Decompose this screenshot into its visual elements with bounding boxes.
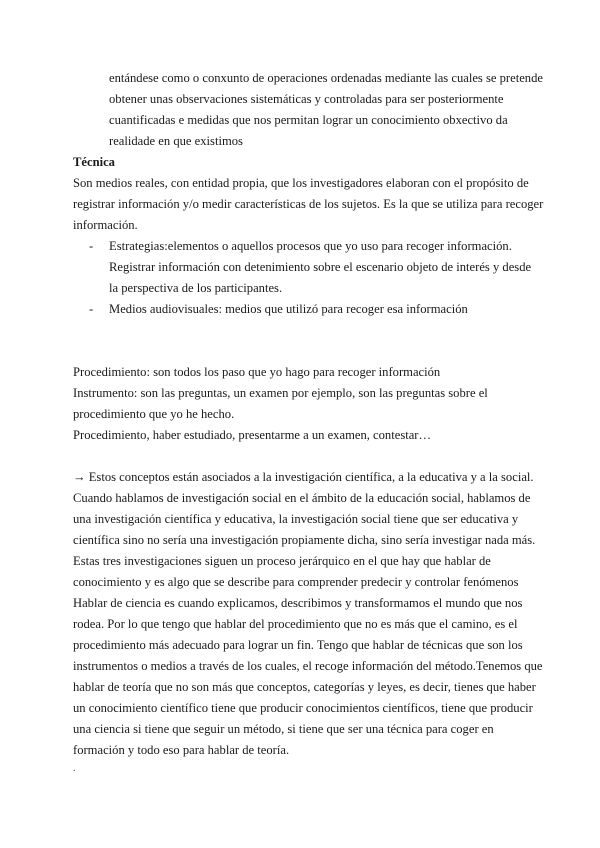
definition-line: Procedimiento: son todos los paso que yo hago para recoger información (73, 365, 441, 379)
conclusion-line: hablar de teoría que no son más que conceptos, categorías y leyes, es decir, tienes que haber (73, 680, 536, 694)
paragraph-line: Son medios reales, con entidad propia, que los investigadores elaboran con el propósito de (73, 176, 529, 190)
conclusion-line: procedimiento más adecuado para lograr un fin. Tengo que hablar de técnicas que son los (73, 638, 523, 652)
conclusion-line: Hablar de ciencia es cuando explicamos, describimos y transformamos el mundo que nos (73, 596, 523, 610)
conclusion-line: formación y todo eso para hablar de teoría. (73, 743, 290, 757)
intro-line: obtener unas observaciones sistemáticas y controladas para ser posteriormente (109, 92, 504, 106)
bullet-line: Estrategias:elementos o aquellos procesos que yo uso para recoger información. (109, 239, 512, 253)
definition-line: Instrumento: son las preguntas, un examen por ejemplo, son las preguntas sobre el (73, 386, 488, 400)
intro-line: entándese como o conxunto de operaciones ordenadas mediante las cuales se pretende (109, 71, 543, 85)
intro-line: cuantificadas e medidas que nos permitan lograr un conocimiento obxectivo da (109, 113, 508, 127)
conclusion-line: conocimiento y es algo que se describe para comprender predecir y controlar fenómenos (73, 575, 519, 589)
conclusion-line: Cuando hablamos de investigación social en el ámbito de la educación social, hablamos de (73, 491, 531, 505)
conclusion-line: científica sino no sería una investigación propiamente dicha, sino sería investigar nada más. (73, 533, 536, 547)
bullet-marker: - (89, 239, 94, 253)
conclusion-line: Estas tres investigaciones siguen un proceso jerárquico en el que hay que hablar de (73, 554, 491, 568)
conclusion-line: un conocimiento científico tiene que producir conocimientos científicos, tiene que producir (73, 701, 533, 715)
paragraph-line: información. (73, 218, 138, 232)
conclusion-line: rodea. Por lo que tengo que hablar del procedimiento que no es más que el camino, es el (73, 617, 518, 631)
bullet-line: Registrar información con detenimiento sobre el escenario objeto de interés y desde (109, 260, 532, 274)
conclusion-line: → Estos conceptos están asociados a la investigación científica, a la educativa y a la social. (73, 470, 534, 484)
conclusion-line: instrumentos o medios a través de los cuales, el recoge información del método.Tenemos que (73, 659, 543, 673)
definition-line: Procedimiento, haber estudiado, presentarme a un examen, contestar… (73, 428, 432, 442)
definition-line: procedimiento que yo he hecho. (73, 407, 235, 421)
conclusion-line: una investigación científica y educativa, la investigación social tiene que ser educativa y (73, 512, 519, 526)
section-heading-tecnica: Técnica (73, 155, 115, 169)
trailing-mark: . (73, 763, 76, 774)
paragraph-line: registrar información y/o medir características de los sujetos. Es la que se utiliza para recoger (73, 197, 544, 211)
bullet-line: la perspectiva de los participantes. (109, 281, 283, 295)
intro-line: realidade en que existimos (109, 134, 243, 148)
bullet-marker: - (89, 302, 94, 316)
bullet-line: Medios audiovisuales: medios que utilizó para recoger esa información (109, 302, 468, 316)
conclusion-line: una ciencia si tiene que seguir un método, si tiene que ser una técnica para coger en (73, 722, 494, 736)
